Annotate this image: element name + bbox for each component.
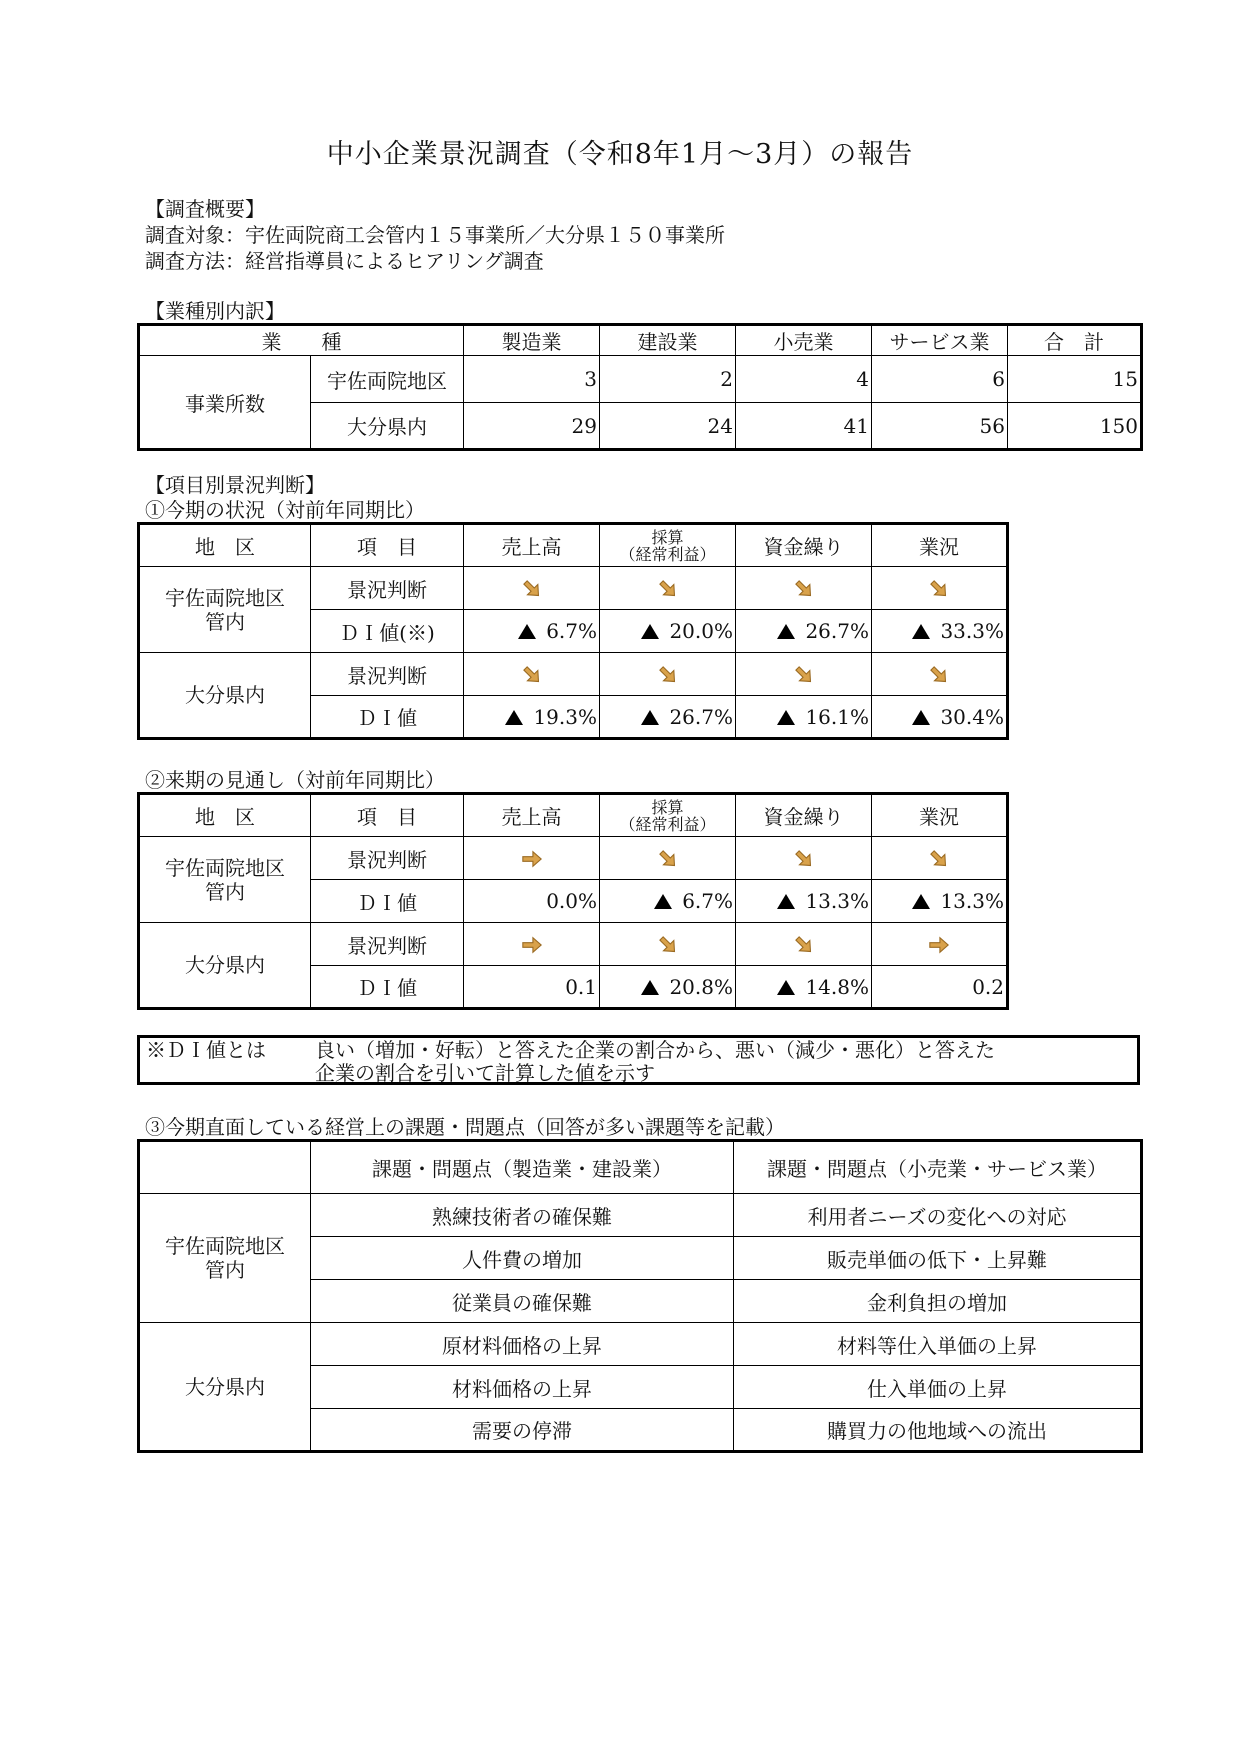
arrow-down-right-icon (793, 578, 815, 600)
trend-cell (600, 923, 736, 966)
di-cell (872, 696, 1008, 739)
negative-triangle-icon (777, 710, 795, 725)
di-value: 19.3% (533, 704, 597, 729)
di-value: 33.3% (940, 619, 1004, 643)
di-cell (736, 696, 872, 739)
table-row (139, 567, 1008, 610)
industry-table (137, 323, 1143, 451)
trend-cell (872, 923, 1008, 966)
next-subheading: ②来期の見通し（対前年同期比） (145, 768, 445, 792)
di-label: ＤＩ値(※) (311, 610, 464, 653)
trend-cell (736, 653, 872, 696)
di-cell (600, 610, 736, 653)
table-row (139, 1194, 1142, 1237)
di-cell (464, 880, 600, 923)
table-row (139, 356, 1142, 403)
area-name: 大分県内 (185, 953, 265, 977)
area-name-sub: 管内 (205, 879, 245, 904)
area-name: 宇佐両院地区 (165, 855, 285, 880)
area-name: 大分県内 (185, 683, 265, 707)
di-cell (736, 880, 872, 923)
arrow-down-right-icon (657, 848, 679, 870)
industry-header-category: 業 種 (139, 325, 464, 356)
current-subheading: ①今期の状況（対前年同期比） (145, 498, 425, 522)
area-name: 宇佐両院地区 (165, 1234, 285, 1258)
di-cell (872, 880, 1008, 923)
di-note-box (137, 1035, 1140, 1085)
di-note-line1: 良い（増加・好転）と答えた企業の割合から、悪い（減少・悪化）と答えた (315, 1038, 995, 1062)
trend-cell (464, 837, 600, 880)
industry-value: 41 (736, 403, 872, 450)
negative-triangle-icon (912, 710, 930, 725)
industry-area: 宇佐両院地区 (311, 356, 464, 403)
judge-label: 景況判断 (311, 837, 464, 880)
issue-cell: 販売単価の低下・上昇難 (734, 1237, 1142, 1280)
area-name-sub: 管内 (205, 1258, 245, 1282)
header-profit (600, 524, 736, 567)
industry-value: 150 (1008, 403, 1142, 450)
di-cell (600, 696, 736, 739)
header-area: 地 区 (139, 794, 311, 837)
arrow-right-icon (521, 934, 543, 956)
overview-target: 調査対象：宇佐両院商工会管内１５事業所／大分県１５０事業所 (145, 223, 725, 247)
table-row (139, 1323, 1142, 1366)
table-row (139, 837, 1008, 880)
header-profit-main: 採算 (651, 527, 684, 547)
overview-method: 調査方法：経営指導員によるヒアリング調査 (145, 249, 544, 273)
industry-header-retail: 小売業 (736, 325, 872, 356)
table-row (139, 923, 1008, 966)
arrow-down-right-icon (793, 848, 815, 870)
di-value: 13.3% (940, 889, 1004, 913)
arrow-down-right-icon (793, 934, 815, 956)
negative-triangle-icon (912, 894, 930, 909)
arrow-right-icon (521, 848, 543, 870)
arrow-down-right-icon (657, 578, 679, 600)
industry-value: 24 (600, 403, 736, 450)
industry-value: 15 (1008, 356, 1142, 403)
industry-row-label: 事業所数 (139, 356, 311, 450)
issues-header-row (139, 1141, 1142, 1194)
issue-cell: 購買力の他地域への流出 (734, 1409, 1142, 1452)
judge-label: 景況判断 (311, 567, 464, 610)
di-value: 26.7% (669, 704, 733, 729)
header-profit (600, 794, 736, 837)
issue-cell: 利用者ニーズの変化への対応 (734, 1194, 1142, 1237)
arrow-down-right-icon (928, 848, 950, 870)
header-item: 項 目 (311, 794, 464, 837)
current-header-row (139, 524, 1008, 567)
di-label: ＤＩ値 (311, 966, 464, 1009)
issue-cell: 材料等仕入単価の上昇 (734, 1323, 1142, 1366)
di-value: 14.8% (805, 974, 869, 999)
trend-cell (464, 653, 600, 696)
issues-header-blank (139, 1141, 311, 1194)
negative-triangle-icon (641, 980, 659, 995)
issue-cell: 需要の停滞 (311, 1409, 734, 1452)
industry-value: 2 (600, 356, 736, 403)
header-area: 地 区 (139, 524, 311, 567)
industry-header-row (139, 325, 1142, 356)
trend-cell (872, 653, 1008, 696)
di-cell (600, 966, 736, 1009)
issue-cell: 材料価格の上昇 (311, 1366, 734, 1409)
di-value: 6.7% (546, 619, 597, 643)
issue-cell: 原材料価格の上昇 (311, 1323, 734, 1366)
table-row (139, 653, 1008, 696)
di-value: 20.8% (669, 974, 733, 999)
di-cell (736, 966, 872, 1009)
di-label: ＤＩ値 (311, 696, 464, 739)
area-cell (139, 1194, 311, 1323)
di-note-line2: 企業の割合を引いて計算した値を示す (315, 1061, 655, 1085)
judge-label: 景況判断 (311, 923, 464, 966)
industry-value: 56 (872, 403, 1008, 450)
negative-triangle-icon (654, 894, 672, 909)
issue-cell: 人件費の増加 (311, 1237, 734, 1280)
issues-subheading: ③今期直面している経営上の課題・問題点（回答が多い課題等を記載） (145, 1115, 785, 1139)
header-sales: 売上高 (464, 524, 600, 567)
header-cashflow: 資金繰り (736, 524, 872, 567)
arrow-right-icon (928, 934, 950, 956)
next-header-row (139, 794, 1008, 837)
current-judgment-table (137, 522, 1009, 740)
di-note-label: ※ＤＩ値とは (146, 1038, 266, 1062)
di-value: 26.7% (805, 619, 869, 643)
di-value: 6.7% (682, 889, 733, 913)
industry-area: 大分県内 (311, 403, 464, 450)
di-label: ＤＩ値 (311, 880, 464, 923)
industry-value: 6 (872, 356, 1008, 403)
area-cell (139, 567, 311, 653)
arrow-down-right-icon (928, 578, 950, 600)
issues-header-right: 課題・問題点（小売業・サービス業） (734, 1141, 1142, 1194)
di-value: 0.0% (546, 889, 597, 913)
industry-heading: 【業種別内訳】 (145, 299, 285, 323)
di-value: 13.3% (805, 889, 869, 913)
next-judgment-table (137, 792, 1009, 1010)
header-cashflow: 資金繰り (736, 794, 872, 837)
trend-cell (600, 567, 736, 610)
di-cell (736, 610, 872, 653)
industry-header-service: サービス業 (872, 325, 1008, 356)
industry-value: 29 (464, 403, 600, 450)
negative-triangle-icon (777, 624, 795, 639)
page-title: 中小企業景況調査（令和8年1月～3月）の報告 (326, 139, 914, 170)
header-business: 業況 (872, 524, 1008, 567)
judge-label: 景況判断 (311, 653, 464, 696)
negative-triangle-icon (777, 894, 795, 909)
area-cell (139, 923, 311, 1009)
negative-triangle-icon (777, 980, 795, 995)
issue-cell: 従業員の確保難 (311, 1280, 734, 1323)
area-name: 宇佐両院地区 (165, 585, 285, 610)
arrow-down-right-icon (657, 934, 679, 956)
di-cell (872, 610, 1008, 653)
trend-cell (736, 923, 872, 966)
di-value: 0.2 (972, 974, 1004, 999)
header-profit-sub: （経常利益） (619, 814, 716, 834)
negative-triangle-icon (505, 710, 523, 725)
header-profit-main: 採算 (651, 797, 684, 817)
trend-cell (736, 837, 872, 880)
trend-cell (600, 837, 736, 880)
header-item: 項 目 (311, 524, 464, 567)
area-name-sub: 管内 (205, 609, 245, 634)
arrow-down-right-icon (521, 664, 543, 686)
trend-cell (464, 923, 600, 966)
di-value: 20.0% (669, 619, 733, 643)
trend-cell (464, 567, 600, 610)
area-cell (139, 837, 311, 923)
trend-cell (736, 567, 872, 610)
area-cell (139, 653, 311, 739)
di-value: 0.1 (565, 974, 597, 999)
industry-header-construction: 建設業 (600, 325, 736, 356)
trend-cell (872, 837, 1008, 880)
industry-value: 4 (736, 356, 872, 403)
area-cell (139, 1323, 311, 1452)
overview-heading: 【調査概要】 (145, 197, 265, 221)
arrow-down-right-icon (928, 664, 950, 686)
industry-header-manufacturing: 製造業 (464, 325, 600, 356)
di-cell (464, 610, 600, 653)
negative-triangle-icon (641, 710, 659, 725)
issue-cell: 熟練技術者の確保難 (311, 1194, 734, 1237)
trend-cell (872, 567, 1008, 610)
issue-cell: 金利負担の増加 (734, 1280, 1142, 1323)
negative-triangle-icon (912, 624, 930, 639)
di-value: 16.1% (805, 704, 869, 729)
arrow-down-right-icon (521, 578, 543, 600)
issues-table (137, 1139, 1143, 1453)
di-cell (872, 966, 1008, 1009)
header-business: 業況 (872, 794, 1008, 837)
issues-header-left: 課題・問題点（製造業・建設業） (311, 1141, 734, 1194)
issue-cell: 仕入単価の上昇 (734, 1366, 1142, 1409)
industry-value: 3 (464, 356, 600, 403)
negative-triangle-icon (641, 624, 659, 639)
di-cell (600, 880, 736, 923)
negative-triangle-icon (518, 624, 536, 639)
header-profit-sub: （経常利益） (619, 544, 716, 564)
header-sales: 売上高 (464, 794, 600, 837)
arrow-down-right-icon (793, 664, 815, 686)
arrow-down-right-icon (657, 664, 679, 686)
di-value: 30.4% (940, 704, 1004, 729)
judgment-heading: 【項目別景況判断】 (145, 473, 325, 497)
di-cell (464, 696, 600, 739)
industry-header-total: 合 計 (1008, 325, 1142, 356)
area-name: 大分県内 (185, 1374, 265, 1399)
trend-cell (600, 653, 736, 696)
di-cell (464, 966, 600, 1009)
